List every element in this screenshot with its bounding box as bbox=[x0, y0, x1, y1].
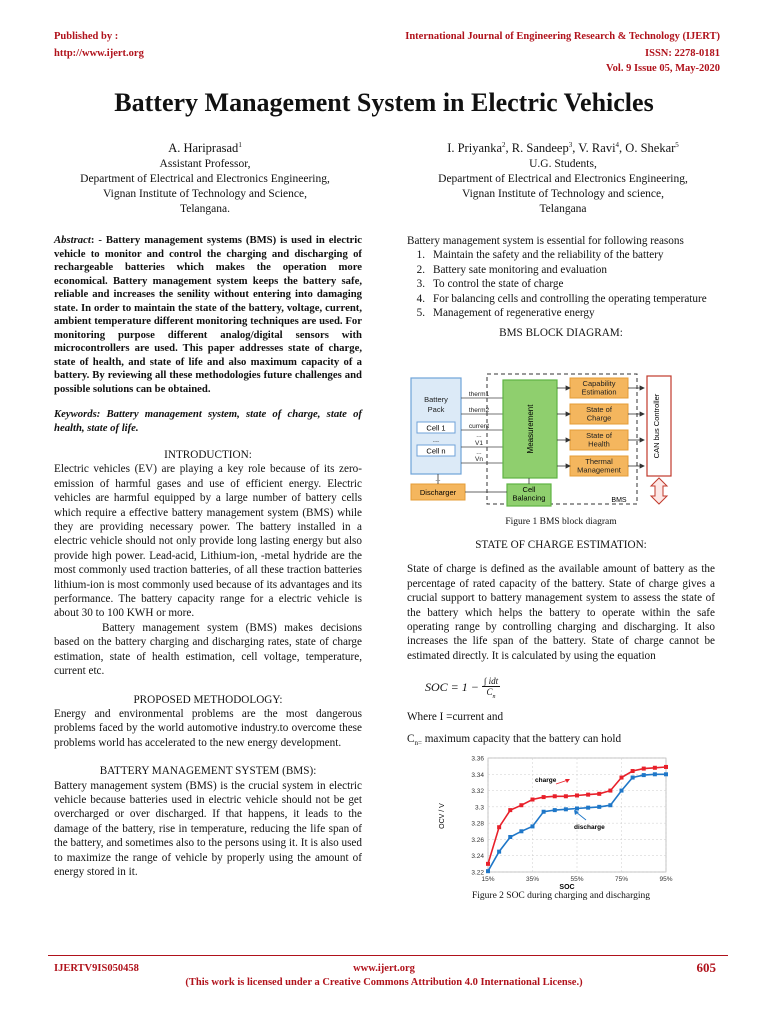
soc-paragraph: State of charge is defined as the available amount of battery as the percentage of rated capacity of the battery. State of charge gives a crucial support to battery management system to assess the state of the battery which helps the battery to operate within the safe operating range by controlling charging and discharging. It also increases the life span of the battery. State of charge cannot be estimated directly. It is calculated by using the equation bbox=[407, 563, 715, 662]
cn-symbol: C bbox=[407, 733, 415, 745]
chart-point-charge bbox=[597, 792, 601, 796]
methodology-heading: PROPOSED METHODOLOGY: bbox=[133, 693, 283, 706]
chart-point-discharge bbox=[664, 772, 668, 776]
chart-y-tick-label: 3.28 bbox=[471, 820, 484, 828]
reason-item bbox=[407, 277, 715, 291]
chart-point-discharge bbox=[542, 810, 546, 814]
volume-issue: Vol. 9 Issue 05, May-2020 bbox=[606, 63, 720, 74]
chart-point-charge bbox=[620, 776, 624, 780]
author-inst: Vignan Institute of Technology and science, bbox=[461, 188, 665, 201]
chart-point-discharge bbox=[531, 824, 535, 828]
soc-section bbox=[407, 538, 715, 663]
signal-current: current bbox=[468, 423, 490, 430]
chart-point-discharge bbox=[586, 806, 590, 810]
chart-point-charge bbox=[497, 825, 501, 829]
reason-text: Management of regenerative energy bbox=[433, 307, 595, 320]
chart-y-tick-label: 3.36 bbox=[471, 755, 484, 763]
author-sup: 1 bbox=[238, 141, 242, 149]
author-name: V. Ravi bbox=[578, 141, 616, 156]
right-column bbox=[407, 234, 715, 341]
abstract-text: : - Battery management systems (BMS) is used in electric vehicle to monitor and control the charging and discharging of rechargeable batteries which makes the operation more economical. Battery management system keeps the battery safe, reliable and increases the senility without entering into damaging state. In order to maintain the state of the battery, voltage, current, ambient temperature different monitoring techniques are used. For monitoring purpose different analog/digital sensors with microcontrollers are used. This paper addresses state of charge, state of health, and state of life and also maximum capacity of a battery. By reviewing all these methodologies future challenges and possible solutions can be obtained. bbox=[54, 234, 362, 395]
bms-block-diagram bbox=[407, 372, 717, 512]
chart-point-discharge bbox=[608, 803, 612, 807]
introduction-paragraph-2: Battery management system (BMS) makes decisions based on the battery charging and discharging rates, state of charge estimation, state of health estimation, cell voltage, temperature, current etc. bbox=[54, 621, 362, 678]
chart-point-discharge bbox=[597, 805, 601, 809]
capability-estimation-label: Capability Estimation bbox=[581, 379, 617, 397]
author-name: R. Sandeep bbox=[511, 141, 569, 156]
reason-item bbox=[407, 263, 715, 277]
chart-annotation-charge: charge bbox=[535, 777, 557, 784]
published-by: Published by : bbox=[54, 31, 119, 42]
discharger-label: Discharger bbox=[419, 488, 457, 497]
page-number: 605 bbox=[696, 960, 716, 975]
reason-text: Battery sate monitoring and evaluation bbox=[433, 263, 607, 276]
footer-license: (This work is licensed under a Creative Commons Attribution 4.0 International License.) bbox=[185, 977, 583, 988]
equation-fraction bbox=[482, 676, 500, 700]
chart-x-ticks bbox=[481, 876, 672, 883]
journal-name: International Journal of Engineering Research & Technology (IJERT) bbox=[405, 31, 720, 42]
author-sup: 4 bbox=[615, 141, 620, 149]
chart-point-charge bbox=[642, 767, 646, 771]
author-name: I. Priyanka bbox=[447, 141, 503, 156]
chart-point-discharge bbox=[519, 829, 523, 833]
where-line: Where I =current and bbox=[407, 711, 504, 723]
bms-heading: BATTERY MANAGEMENT SYSTEM (BMS): bbox=[99, 765, 317, 778]
chart-point-charge bbox=[486, 862, 490, 866]
chart-x-tick-label: 55% bbox=[570, 876, 584, 883]
reason-item bbox=[407, 292, 715, 306]
chart-y-tick-label: 3.24 bbox=[471, 853, 484, 861]
soc-heading: STATE OF CHARGE ESTIMATION: bbox=[475, 539, 647, 551]
cn-text: maximum capacity that the battery can hold bbox=[421, 733, 622, 745]
author-inst: Vignan Institute of Technology and Science, bbox=[103, 188, 307, 201]
bms-paragraph: Battery management system (BMS) is the crucial system in electric vehicle because batteries used in electric vehicle should not be get overcharged or over discharged. If that happens, it leads to the damage of the battery, rise in temperature, reducing the life span of the battery, and sometimes also to the persons using it. It is also used to maximize the range of vehicle by properly using the amount of energy stored in it. bbox=[54, 779, 362, 878]
abstract bbox=[54, 234, 362, 396]
chart-x-label: SOC bbox=[559, 884, 575, 890]
chart-x-tick-label: 95% bbox=[659, 876, 673, 883]
chart-point-discharge bbox=[575, 806, 579, 810]
cn-sub: n= bbox=[414, 739, 422, 748]
equation-den-sub: n bbox=[492, 693, 496, 700]
keywords-label: Keywords: bbox=[54, 408, 101, 420]
reason-text: To control the state of charge bbox=[433, 278, 564, 291]
journal-url-link[interactable]: http://www.ijert.org bbox=[54, 48, 144, 59]
reason-text: For balancing cells and controlling the operating temperature bbox=[433, 292, 707, 305]
reason-number: 1. bbox=[416, 249, 425, 262]
abstract-label: Abstract bbox=[54, 234, 91, 246]
signal-dots-2: ... bbox=[476, 449, 482, 456]
author-name: A. Hariprasad bbox=[168, 141, 239, 156]
signal-therm1: therm1 bbox=[468, 391, 490, 398]
chart-point-discharge bbox=[620, 789, 624, 793]
chart-point-charge bbox=[553, 794, 557, 798]
equation-den-c: C bbox=[486, 687, 493, 697]
can-bus-arrow bbox=[651, 478, 667, 504]
reason-number: 2. bbox=[416, 263, 425, 276]
cell1-label: Cell 1 bbox=[426, 423, 446, 433]
soc-chart bbox=[438, 750, 674, 890]
chart-point-charge bbox=[586, 793, 590, 797]
author-role: Assistant Professor, bbox=[159, 158, 251, 171]
signal-therm2: therm2 bbox=[468, 407, 490, 414]
chart-point-charge bbox=[653, 766, 657, 770]
chart-y-tick-label: 3.3 bbox=[474, 804, 484, 812]
chart-point-discharge bbox=[508, 835, 512, 839]
bms-label: BMS bbox=[611, 497, 627, 504]
discharger-dots: ... bbox=[435, 476, 441, 483]
author-sup: 3 bbox=[568, 141, 573, 149]
soc-equation bbox=[425, 676, 500, 700]
author-role: U.G. Students, bbox=[529, 158, 597, 171]
page-title: Battery Management System in Electric Vehicles bbox=[114, 88, 654, 117]
chart-point-charge bbox=[564, 794, 568, 798]
keywords bbox=[54, 408, 362, 435]
author-block-right: I. Priyanka$^2$, R. Sandeep$^3$, V. Ravi$^4$, O. Shekar$^5$ U.G. Students, Department of Electrical and Electronics Engineering, Vignan Institute of Technology and science, Telangana bbox=[398, 137, 728, 217]
signal-dots: ... bbox=[476, 432, 482, 439]
battery-pack-label: Battery Pack bbox=[424, 395, 448, 414]
chart-point-charge bbox=[575, 793, 579, 797]
reason-text: Maintain the safety and the reliability of the battery bbox=[433, 249, 664, 262]
chart-y-tick-label: 3.26 bbox=[471, 836, 484, 844]
reasons-list bbox=[407, 248, 715, 320]
left-column-body bbox=[54, 448, 362, 879]
signal-vn: Vn bbox=[475, 456, 483, 463]
footer-url-link[interactable]: www.ijert.org bbox=[353, 963, 415, 974]
figure2-caption: Figure 2 SOC during charging and discharging bbox=[471, 891, 651, 901]
chart-point-charge bbox=[519, 803, 523, 807]
reasons-intro: Battery management system is essential for following reasons bbox=[407, 235, 684, 247]
chart-y-tick-label: 3.32 bbox=[471, 788, 484, 796]
discharge-annotation-arrow bbox=[576, 812, 586, 820]
chart-y-ticks bbox=[471, 756, 484, 877]
chart-point-discharge bbox=[553, 808, 557, 812]
introduction-heading: INTRODUCTION: bbox=[164, 449, 252, 461]
chart-point-charge bbox=[608, 789, 612, 793]
signal-labels bbox=[469, 391, 490, 463]
reason-number: 3. bbox=[416, 278, 425, 291]
equation-numerator: ∫ idt bbox=[483, 676, 499, 686]
chart-point-discharge bbox=[486, 869, 490, 873]
chart-grid bbox=[488, 758, 666, 872]
author-loc: Telangana bbox=[539, 203, 587, 216]
footer-rule bbox=[48, 955, 728, 956]
chart-point-charge bbox=[542, 795, 546, 799]
chart-point-charge bbox=[664, 765, 668, 769]
keywords-text: Battery management system, state of charge, state of health, state of life. bbox=[54, 408, 362, 434]
chart-x-tick-label: 15% bbox=[481, 876, 495, 883]
chart-point-discharge bbox=[631, 776, 635, 780]
reason-item bbox=[407, 248, 715, 262]
reason-number: 5. bbox=[416, 307, 425, 320]
reason-item bbox=[407, 306, 715, 320]
cell-balancing-label: Cell Balancing bbox=[512, 485, 546, 503]
chart-y-tick-label: 3.22 bbox=[471, 869, 484, 877]
equation-denominator bbox=[486, 687, 495, 700]
equation-lhs: SOC = 1 − bbox=[425, 680, 479, 695]
methodology-paragraph: Energy and environmental problems are the most dangerous problems faced by the world automotive industry.to overcome these problems world has accelerated to the new energy development. bbox=[54, 707, 362, 749]
thermal-management-label: Thermal Management bbox=[577, 457, 621, 475]
author-dept: Department of Electrical and Electronics Engineering, bbox=[438, 173, 688, 186]
measurement-label: Measurement bbox=[526, 404, 535, 454]
introduction-paragraph: Electric vehicles (EV) are playing a key role because of its zero-emission of harmful gases and use of efficient energy. Electric vehicles are harmful equipped by a large number of battery cells which require a effective battery management system (BMS) while they are providing necessary power. The battery installed in a electric vehicle should not only provide long lasting energy but also provide high power. Lead-acid, Lithium-ion, -metal hydride are the most commonly used traction batteries, of all these traction batteries lithium-ion is most commonly used because of its advantages and its performance. The battery capacity range for a electric vehicle is about 30 to 100 KWH or more. bbox=[54, 463, 362, 620]
chart-point-discharge bbox=[497, 850, 501, 854]
chart-x-tick-label: 75% bbox=[614, 876, 629, 883]
left-column bbox=[54, 234, 362, 435]
state-of-health-label: State of Health bbox=[586, 431, 612, 449]
chart-annotation-discharge: discharge bbox=[574, 824, 605, 831]
cn-line bbox=[407, 732, 715, 751]
cell-dots: ... bbox=[432, 435, 440, 444]
diagram-heading: BMS BLOCK DIAGRAM: bbox=[499, 327, 623, 340]
chart-y-label: OCV / V bbox=[439, 803, 446, 829]
author-name: O. Shekar bbox=[625, 141, 676, 156]
chart-point-discharge bbox=[642, 773, 646, 777]
chart-point-charge bbox=[631, 769, 635, 773]
signal-v1: V1 bbox=[475, 440, 483, 447]
chart-point-discharge bbox=[564, 807, 568, 811]
celln-label: Cell n bbox=[426, 446, 446, 456]
author-sup: 2 bbox=[502, 141, 506, 149]
reason-number: 4. bbox=[416, 292, 425, 305]
author-dept: Department of Electrical and Electronics Engineering, bbox=[80, 173, 330, 186]
can-bus-label: CAN bus Controller bbox=[652, 393, 661, 459]
figure1-caption: Figure 1 BMS block diagram bbox=[505, 517, 617, 527]
footer-paper-code: IJERTV9IS050458 bbox=[54, 963, 139, 974]
chart-point-discharge bbox=[653, 772, 657, 776]
chart-point-charge bbox=[531, 798, 535, 802]
issn: ISSN: 2278-0181 bbox=[645, 48, 720, 59]
chart-point-charge bbox=[508, 808, 512, 812]
author-loc: Telangana. bbox=[180, 203, 230, 216]
chart-y-tick-label: 3.34 bbox=[471, 771, 484, 779]
chart-x-tick-label: 35% bbox=[525, 876, 540, 883]
author-sup: 5 bbox=[675, 141, 679, 149]
author-block-left bbox=[40, 137, 370, 217]
state-of-charge-label: State of Charge bbox=[586, 405, 612, 423]
